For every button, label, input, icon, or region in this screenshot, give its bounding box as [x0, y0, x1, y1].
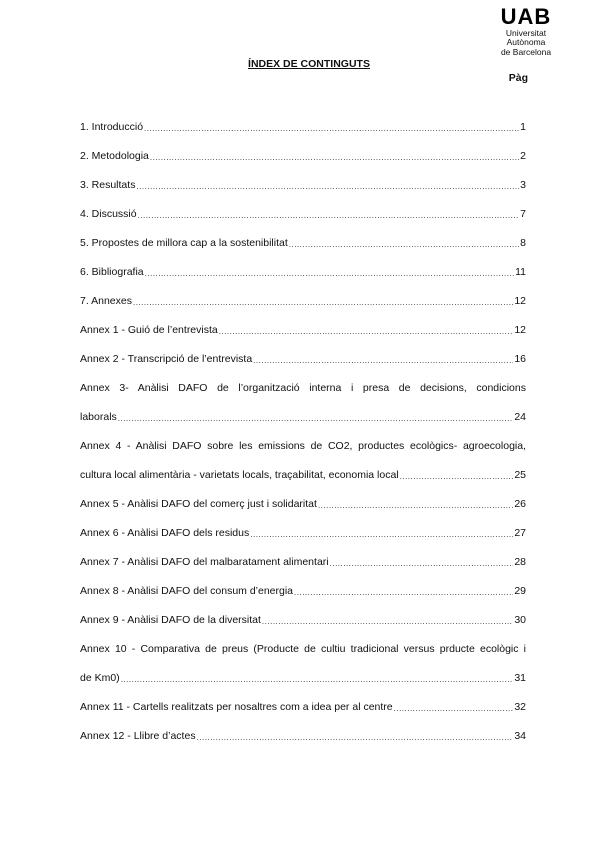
toc-row	[80, 729, 526, 744]
toc-entry	[80, 555, 526, 570]
toc-label: Annex 5 - Anàlisi DAFO del comerç just i solidaritat	[80, 498, 317, 510]
toc-leader-dots	[394, 702, 514, 715]
toc-leader-dots	[400, 470, 514, 483]
logo-university-line2: de Barcelona	[500, 47, 552, 57]
toc-page-number: 12	[514, 295, 526, 307]
toc-entry-first-line: Annex 4 - Anàlisi DAFO sobre les emissions de CO2, productes ecològics- agroecologia,	[80, 440, 526, 452]
toc-leader-dots	[144, 122, 519, 135]
toc-entry	[80, 149, 526, 164]
toc-entry-first-line: Annex 3- Anàlisi DAFO de l’organització interna i presa de decisions, condicions	[80, 382, 526, 394]
toc-row	[80, 294, 526, 309]
toc-row	[80, 352, 526, 367]
toc-leader-dots	[250, 528, 513, 541]
toc-page-number: 27	[514, 527, 526, 539]
toc-entry	[80, 323, 526, 338]
toc-label: laborals	[80, 411, 117, 423]
toc-page-number: 28	[514, 556, 526, 568]
toc-entry	[80, 381, 526, 425]
toc-label: 7. Annexes	[80, 295, 132, 307]
toc-row	[80, 497, 526, 512]
toc-leader-dots	[330, 557, 514, 570]
toc-label: Annex 8 - Anàlisi DAFO del consum d’energia	[80, 585, 294, 597]
toc-label: 3. Resultats	[80, 179, 136, 191]
toc-label: 1. Introducció	[80, 121, 144, 133]
toc-page-number: 29	[514, 585, 526, 597]
toc-entry-first-line: Annex 10 - Comparativa de preus (Producte de cultiu tradicional versus prducte ecològic i	[80, 643, 526, 655]
toc-entry	[80, 584, 526, 599]
toc-label: Annex 7 - Anàlisi DAFO del malbaratament alimentari	[80, 556, 329, 568]
toc-entry	[80, 178, 526, 193]
toc-leader-dots	[294, 586, 513, 599]
toc-page-number: 24	[514, 411, 526, 423]
toc-row	[80, 178, 526, 193]
toc-row	[80, 526, 526, 541]
table-of-contents	[80, 106, 526, 744]
toc-leader-dots	[262, 615, 513, 628]
toc-row	[80, 584, 526, 599]
toc-entry	[80, 613, 526, 628]
toc-page-number: 7	[520, 208, 526, 220]
toc-leader-dots	[136, 180, 519, 193]
toc-entry	[80, 352, 526, 367]
toc-entry	[80, 526, 526, 541]
toc-row	[80, 700, 526, 715]
toc-page-number: 30	[514, 614, 526, 626]
toc-row	[80, 468, 526, 483]
page-column-header: Pàg	[508, 72, 528, 84]
toc-entry	[80, 439, 526, 483]
toc-label: 2. Metodologia	[80, 150, 149, 162]
toc-entry	[80, 294, 526, 309]
toc-label: Annex 11 - Cartells realitzats per nosaltres com a idea per al centre	[80, 701, 393, 713]
toc-entry	[80, 236, 526, 251]
toc-row	[80, 120, 526, 135]
toc-page-number: 11	[515, 266, 526, 278]
toc-leader-dots	[197, 731, 514, 744]
toc-entry	[80, 729, 526, 744]
toc-row	[80, 671, 526, 686]
toc-entry	[80, 265, 526, 280]
toc-leader-dots	[118, 412, 514, 425]
toc-entry	[80, 642, 526, 686]
logo-university-line1: Universitat Autònoma	[505, 28, 547, 47]
toc-page-number: 8	[520, 237, 526, 249]
toc-page-number: 1	[520, 121, 526, 133]
toc-row	[80, 410, 526, 425]
toc-entry	[80, 497, 526, 512]
logo-mark: UAB	[500, 4, 552, 29]
toc-row	[80, 323, 526, 338]
toc-row	[80, 555, 526, 570]
toc-entry	[80, 207, 526, 222]
toc-page-number: 25	[514, 469, 526, 481]
toc-leader-dots	[150, 151, 519, 164]
page-title: ÍNDEX DE CONTINGUTS	[248, 58, 370, 70]
toc-leader-dots	[145, 267, 514, 280]
toc-page-number: 2	[520, 150, 526, 162]
toc-label: Annex 12 - Llibre d’actes	[80, 730, 196, 742]
toc-page-number: 26	[514, 498, 526, 510]
toc-page-number: 16	[514, 353, 526, 365]
toc-label: Annex 1 - Guió de l’entrevista	[80, 324, 218, 336]
toc-entry	[80, 120, 526, 135]
toc-row	[80, 265, 526, 280]
toc-row	[80, 149, 526, 164]
toc-label: 4. Discussió	[80, 208, 137, 220]
toc-label: cultura local alimentària - varietats locals, traçabilitat, economia local	[80, 469, 399, 481]
toc-entry	[80, 700, 526, 715]
toc-leader-dots	[138, 209, 520, 222]
toc-row	[80, 613, 526, 628]
toc-label: 6. Bibliografia	[80, 266, 144, 278]
toc-label: 5. Propostes de millora cap a la sostenibilitat	[80, 237, 288, 249]
toc-page-number: 32	[514, 701, 526, 713]
uab-logo	[486, 6, 566, 57]
toc-page-number: 31	[514, 672, 526, 684]
toc-label: Annex 6 - Anàlisi DAFO dels residus	[80, 527, 250, 539]
toc-row	[80, 236, 526, 251]
toc-label: Annex 2 - Transcripció de l’entrevista	[80, 353, 253, 365]
toc-leader-dots	[219, 325, 514, 338]
toc-label: de Km0)	[80, 672, 120, 684]
toc-leader-dots	[121, 673, 514, 686]
toc-leader-dots	[318, 499, 513, 512]
toc-row	[80, 207, 526, 222]
toc-page-number: 34	[514, 730, 526, 742]
toc-label: Annex 9 - Anàlisi DAFO de la diversitat	[80, 614, 261, 626]
toc-leader-dots	[253, 354, 513, 367]
toc-leader-dots	[133, 296, 513, 309]
toc-page-number: 12	[514, 324, 526, 336]
toc-leader-dots	[289, 238, 519, 251]
toc-page-number: 3	[520, 179, 526, 191]
